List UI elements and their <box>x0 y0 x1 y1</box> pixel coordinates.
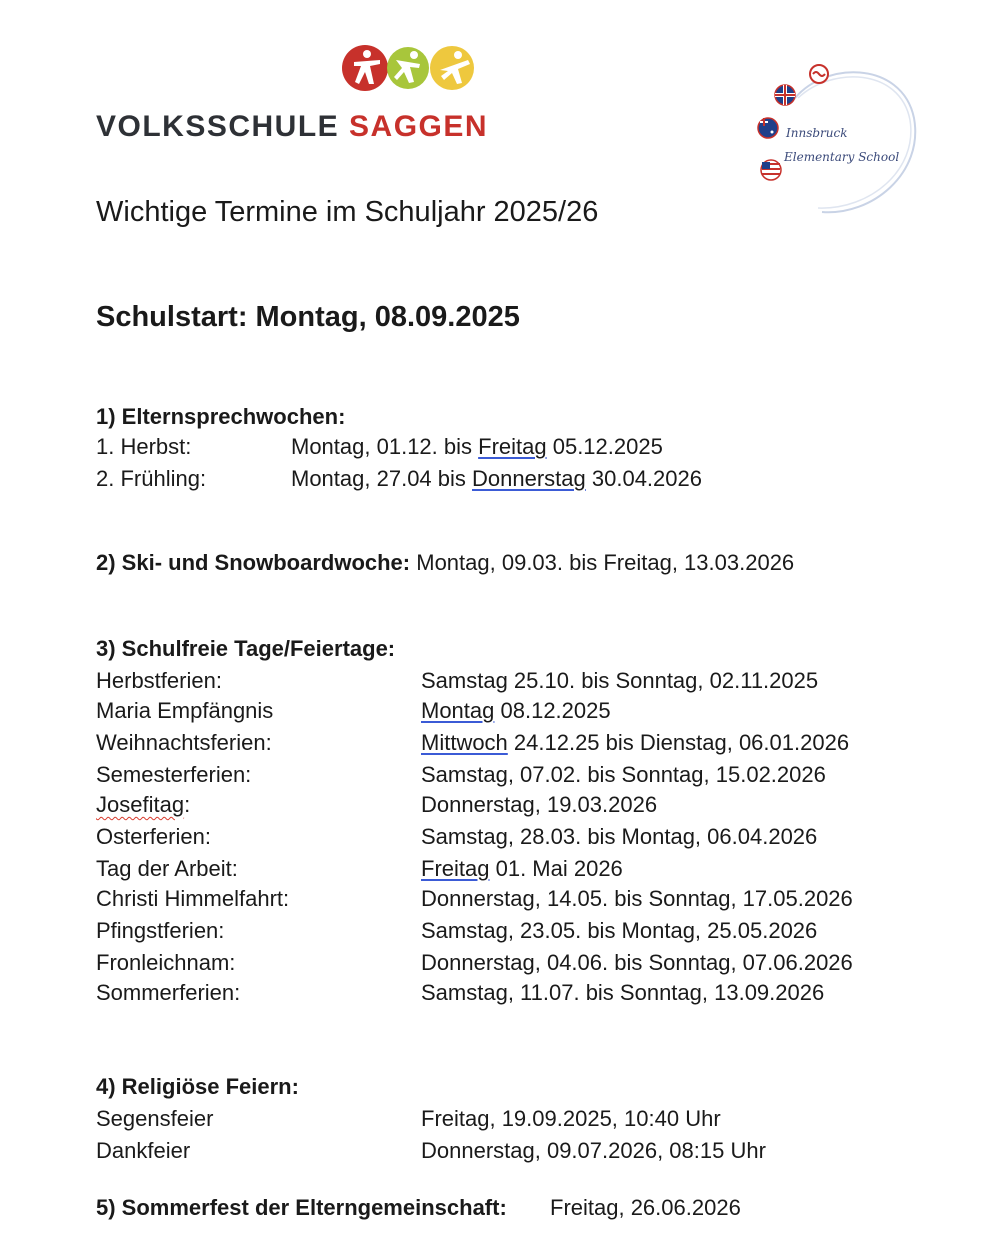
row-label: Semesterferien: <box>96 762 252 787</box>
ceremony-row <box>96 1138 956 1166</box>
row-value-text: 08.12.2025 <box>494 698 611 723</box>
section-5-value: Freitag, 26.06.2026 <box>550 1195 741 1220</box>
row-value: Samstag, 23.05. bis Montag, 25.05.2026 <box>421 918 818 943</box>
section-5-heading: 5) Sommerfest der Elterngemeinschaft: <box>96 1195 507 1220</box>
row-label: Dankfeier <box>96 1138 191 1163</box>
row-label: 2. Frühling: <box>96 466 207 491</box>
holiday-row <box>96 886 956 914</box>
section-2 <box>96 550 794 576</box>
spellcheck-marked-word: Donnerstag <box>472 466 586 491</box>
row-label: 1. Herbst: <box>96 434 192 459</box>
row-value: Donnerstag, 14.05. bis Sonntag, 17.05.2026 <box>421 886 853 911</box>
row-value-text: 05.12.2025 <box>546 434 663 459</box>
row-value: Donnerstag, 09.07.2026, 08:15 Uhr <box>421 1138 766 1163</box>
school-name-part1: VOLKSSCHULE <box>96 110 340 143</box>
row-value-text: 30.04.2026 <box>585 466 702 491</box>
holiday-row <box>96 668 956 696</box>
row-label <box>96 792 190 818</box>
ceremony-row <box>96 1106 956 1134</box>
holiday-row <box>96 762 956 790</box>
holiday-row <box>96 824 956 852</box>
badge-line1: Innsbruck <box>786 126 848 140</box>
school-logo <box>92 40 492 150</box>
row-value <box>291 466 702 492</box>
logo-circles <box>340 40 490 102</box>
holiday-row <box>96 730 956 758</box>
elementary-school-badge <box>752 58 932 218</box>
row-value: Samstag, 11.07. bis Sonntag, 13.09.2026 <box>421 980 825 1005</box>
row-label: Fronleichnam: <box>96 950 236 975</box>
row-label: Weihnachtsferien: <box>96 730 272 755</box>
holiday-row <box>96 698 956 726</box>
spellcheck-marked-word: Montag <box>421 698 495 723</box>
row-value: Donnerstag, 19.03.2026 <box>421 792 658 817</box>
spellcheck-error-word: Josefitag <box>96 792 185 817</box>
australia-flag-icon <box>758 118 778 138</box>
row-value <box>421 730 849 756</box>
holiday-row <box>96 856 956 884</box>
school-name-part2: SAGGEN <box>349 110 489 143</box>
row-value <box>291 434 663 460</box>
section-2-value: Montag, 09.03. bis Freitag, 13.03.2026 <box>410 550 795 575</box>
section-1-row <box>96 466 956 494</box>
section-1-row <box>96 434 956 462</box>
row-label: Tag der Arbeit: <box>96 856 238 881</box>
badge-line2: Elementary School <box>784 150 900 164</box>
page-title: Wichtige Termine im Schuljahr 2025/26 <box>96 196 599 228</box>
row-value: Samstag 25.10. bis Sonntag, 02.11.2025 <box>421 668 819 693</box>
spellcheck-marked-word: Freitag <box>478 434 547 459</box>
row-value: Donnerstag, 04.06. bis Sonntag, 07.06.2026 <box>421 950 853 975</box>
spellcheck-marked-word: Mittwoch <box>421 730 508 755</box>
school-name <box>96 110 488 144</box>
row-value: Samstag, 28.03. bis Montag, 06.04.2026 <box>421 824 818 849</box>
row-value <box>421 698 611 724</box>
badge-graphic <box>752 58 932 218</box>
row-value: Freitag, 19.09.2025, 10:40 Uhr <box>421 1106 721 1131</box>
row-value-text: 01. Mai 2026 <box>489 856 623 881</box>
holiday-row <box>96 918 956 946</box>
section-5 <box>96 1195 956 1223</box>
row-value-text: 24.12.25 bis Dienstag, 06.01.2026 <box>507 730 850 755</box>
row-value-text: Montag, 27.04 bis <box>291 466 473 491</box>
row-label: Herbstferien: <box>96 668 222 693</box>
row-label: Osterferien: <box>96 824 211 849</box>
section-1-heading: 1) Elternsprechwochen: <box>96 404 346 429</box>
holiday-row <box>96 950 956 978</box>
row-label: Christi Himmelfahrt: <box>96 886 290 911</box>
uk-flag-icon <box>775 85 795 105</box>
row-value-text: Montag, 01.12. bis <box>291 434 479 459</box>
section-4-heading: 4) Religiöse Feiern: <box>96 1074 299 1099</box>
row-label: Pfingstferien: <box>96 918 225 943</box>
section-2-heading: 2) Ski- und Snowboardwoche: <box>96 550 411 575</box>
row-value <box>421 856 623 882</box>
spellcheck-marked-word: Freitag <box>421 856 490 881</box>
row-label: Maria Empfängnis <box>96 698 274 723</box>
row-label-text: : <box>184 792 191 817</box>
holiday-row <box>96 792 956 820</box>
row-label: Sommerferien: <box>96 980 241 1005</box>
holiday-row <box>96 980 956 1008</box>
usa-flag-icon <box>761 160 781 180</box>
section-3-heading: 3) Schulfreie Tage/Feiertage: <box>96 636 396 661</box>
row-label: Segensfeier <box>96 1106 214 1131</box>
school-start-heading: Schulstart: Montag, 08.09.2025 <box>96 301 520 333</box>
row-value: Samstag, 07.02. bis Sonntag, 15.02.2026 <box>421 762 826 787</box>
canada-flag-icon <box>810 65 828 83</box>
